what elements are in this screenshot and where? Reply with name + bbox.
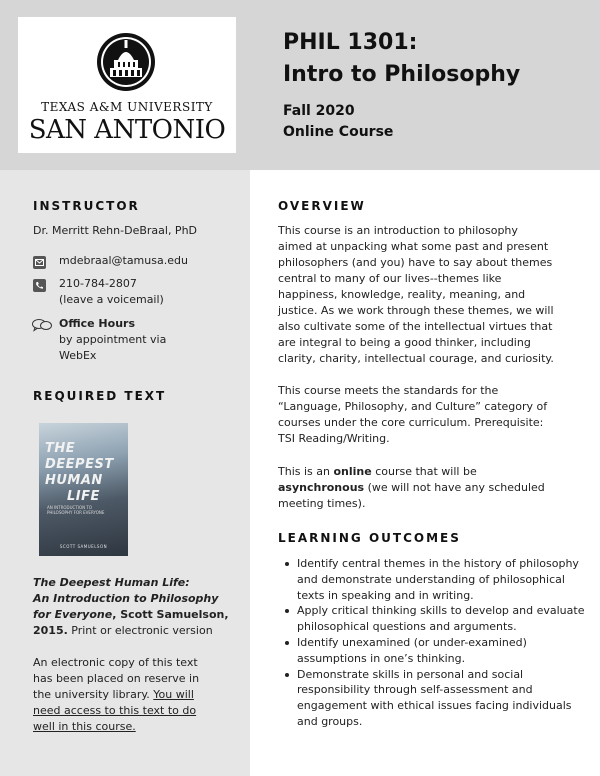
- overview-p3-line3: meeting times).: [278, 497, 366, 510]
- overview-p1-line: also cultivate some of the intellectual virtues that: [278, 320, 553, 333]
- overview-p2-line: TSI Reading/Writing.: [278, 432, 390, 445]
- university-seal-icon: [96, 32, 156, 92]
- instructor-phone[interactable]: 210-784-2807: [59, 277, 137, 290]
- book-cover-author: SCOTT SAMUELSON: [59, 544, 108, 549]
- overview-p1-line: philosophers (and you) have to say about themes: [278, 256, 553, 269]
- citation-line3-rest: , Scott Samuelson,: [112, 608, 229, 621]
- instructor-email[interactable]: mdebraal@tamusa.edu: [59, 254, 188, 267]
- book-cover-title-line4: LIFE: [67, 489, 100, 504]
- instructor-name: Dr. Merritt Rehn-DeBraal, PhD: [33, 224, 198, 237]
- citation-line4: [33, 623, 213, 639]
- reserve-note-line2: has been placed on reserve in: [33, 672, 200, 685]
- overview-p1-line: happiness, knowledge, reality, meaning, and: [278, 288, 526, 301]
- reserve-note-line5: well in this course.: [33, 720, 136, 733]
- university-logo: [18, 17, 236, 153]
- overview-p3-post: (we will not have any scheduled: [364, 481, 545, 494]
- overview-p3-mid: course that will be: [371, 465, 477, 478]
- book-cover-title-line1: THE: [45, 441, 76, 456]
- list-item: Demonstrate skills in personal and social responsibility through self-assessment and engagement with ethical issues facing individuals and groups.: [283, 667, 593, 730]
- office-hours-line2: WebEx: [59, 349, 97, 362]
- overview-p3-asynchronous: asynchronous: [278, 481, 365, 494]
- overview-p3-line1: [278, 464, 477, 480]
- overview-p2-line: “Language, Philosophy, and Culture” category of: [278, 400, 548, 413]
- logo-university-name: TEXAS A&M UNIVERSITY: [41, 100, 213, 114]
- phone-icon: [33, 279, 46, 292]
- reserve-note-line4: need access to this text to do: [33, 704, 197, 717]
- overview-p3-pre: This is an: [278, 465, 334, 478]
- overview-p1-line: justice. As we work through these themes, we will: [278, 304, 554, 317]
- book-cover-title-line2: DEEPEST: [45, 457, 114, 472]
- citation-line3-italic: for Everyone: [33, 608, 113, 621]
- office-hours-label: Office Hours: [59, 317, 135, 330]
- book-cover-subtitle: AN INTRODUCTION TO PHILOSOPHY FOR EVERYONE: [47, 505, 105, 515]
- overview-p1-line: central to many of our lives--themes like: [278, 272, 502, 285]
- list-item: Apply critical thinking skills to develop and evaluate philosophical questions and arguments.: [283, 603, 593, 635]
- list-item: Identify unexamined (or under-examined) assumptions in one’s thinking.: [283, 635, 593, 667]
- overview-heading: OVERVIEW: [278, 199, 366, 213]
- citation-year: 2015.: [33, 624, 68, 637]
- book-cover-image: [39, 423, 128, 556]
- reserve-note-line3-underlined: You will: [153, 688, 194, 701]
- instructor-heading: INSTRUCTOR: [33, 199, 140, 213]
- course-title: Intro to Philosophy: [283, 62, 521, 87]
- citation-format: Print or electronic version: [67, 624, 213, 637]
- office-hours-line1: by appointment via: [59, 333, 167, 346]
- reserve-note-line3-plain: the university library.: [33, 688, 154, 701]
- overview-p2-line: courses under the core curriculum. Prerequisite:: [278, 416, 544, 429]
- phone-note: (leave a voicemail): [59, 293, 164, 306]
- overview-p1-line: This course is an introduction to philosophy: [278, 224, 518, 237]
- overview-p3-line2: [278, 480, 545, 496]
- overview-p2-line: This course meets the standards for the: [278, 384, 499, 397]
- reserve-note-line3: [33, 687, 194, 703]
- header-banner: [0, 0, 600, 170]
- learning-outcomes-list: [283, 556, 593, 730]
- citation-line2: An Introduction to Philosophy: [33, 592, 219, 605]
- chat-bubbles-icon: [31, 318, 53, 332]
- overview-p1-line: clarity, charity, intellectual courage, and curiosity.: [278, 352, 554, 365]
- reserve-note-line1: An electronic copy of this text: [33, 656, 198, 669]
- course-code: PHIL 1301:: [283, 30, 418, 55]
- required-text-heading: REQUIRED TEXT: [33, 389, 167, 403]
- citation-line1: The Deepest Human Life:: [33, 576, 190, 589]
- overview-p1-line: aimed at unpacking what some past and present: [278, 240, 549, 253]
- overview-p3-online: online: [333, 465, 372, 478]
- citation-line3: [33, 607, 229, 623]
- list-item: Identify central themes in the history of philosophy and demonstrate understanding of philosophical texts in speaking and in writing.: [283, 556, 593, 603]
- course-mode: Online Course: [283, 124, 394, 140]
- logo-campus-name: SAN ANTONIO: [28, 115, 226, 145]
- book-cover-title-line3: HUMAN: [45, 473, 103, 488]
- learning-outcomes-heading: LEARNING OUTCOMES: [278, 531, 461, 545]
- overview-p1-line: are integral to being a good thinker, including: [278, 336, 531, 349]
- course-term: Fall 2020: [283, 103, 355, 119]
- email-icon: [33, 256, 46, 269]
